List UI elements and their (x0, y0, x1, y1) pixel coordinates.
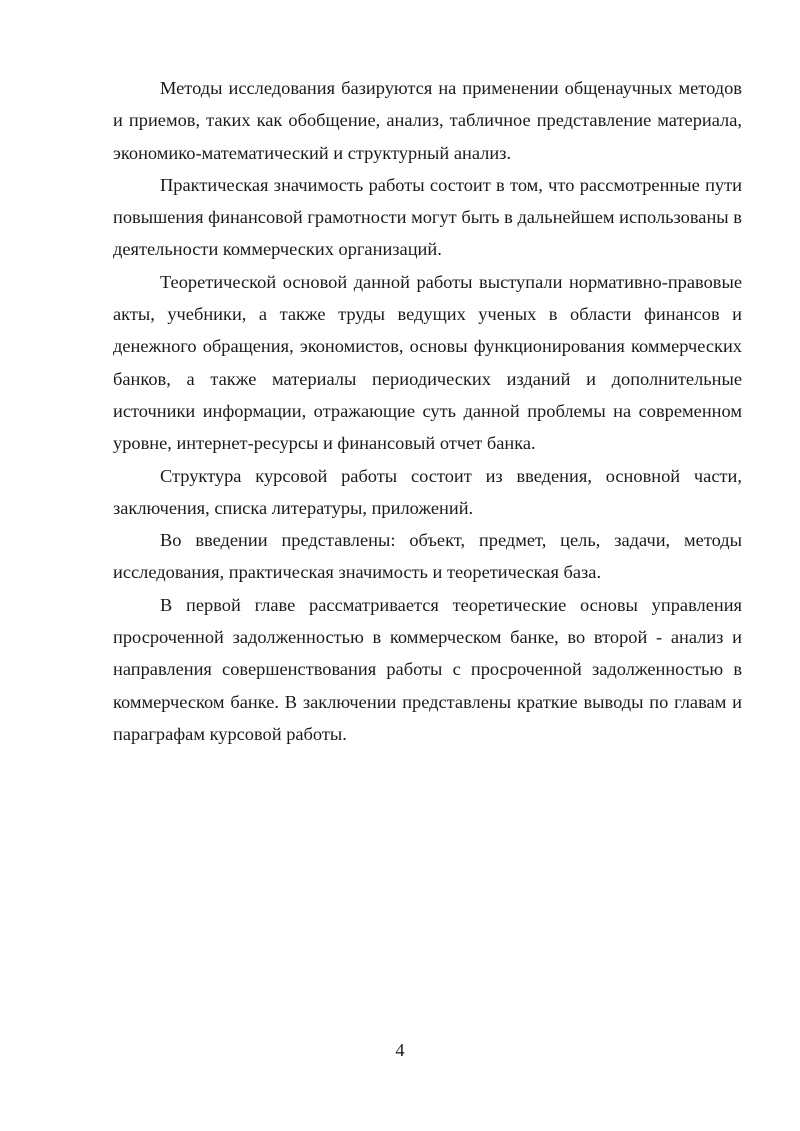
paragraph-theoretical-basis: Теоретической основой данной работы выступали нормативно-правовые акты, учебники, а также труды ведущих ученых в области финансов и денежного обращения, экономистов, основы функционирования коммерческих банков, а также материалы периодических изданий и дополнительные источники информации, отражающие суть данной проблемы на современном уровне, интернет-ресурсы и финансовый отчет банка. (113, 271, 742, 454)
paragraph-methods: Методы исследования базируются на применении общенаучных методов и приемов, таких как обобщение, анализ, табличное представление материала, экономико-математический и структурный анализ. (113, 78, 742, 163)
paragraph-chapters: В первой главе рассматривается теоретические основы управления просроченной задолженностью в коммерческом банке, во второй - анализ и направления совершенствования работы с просроченной задолженностью в коммерческом банке. В заключении представлены краткие выводы по главам и параграфам курсовой работы. (113, 594, 742, 744)
paragraph-practical-significance: Практическая значимость работы состоит в том, что рассмотренные пути повышения финансовой грамотности могут быть в дальнейшем использованы в деятельности коммерческих организаций. (113, 174, 742, 260)
paragraph-structure: Структура курсовой работы состоит из введения, основной части, заключения, списка литературы, приложений. (113, 465, 742, 518)
page-number: 4 (395, 1040, 405, 1060)
document-body (113, 72, 742, 750)
paragraph-introduction: Во введении представлены: объект, предмет, цель, задачи, методы исследования, практическая значимость и теоретическая база. (113, 530, 742, 583)
